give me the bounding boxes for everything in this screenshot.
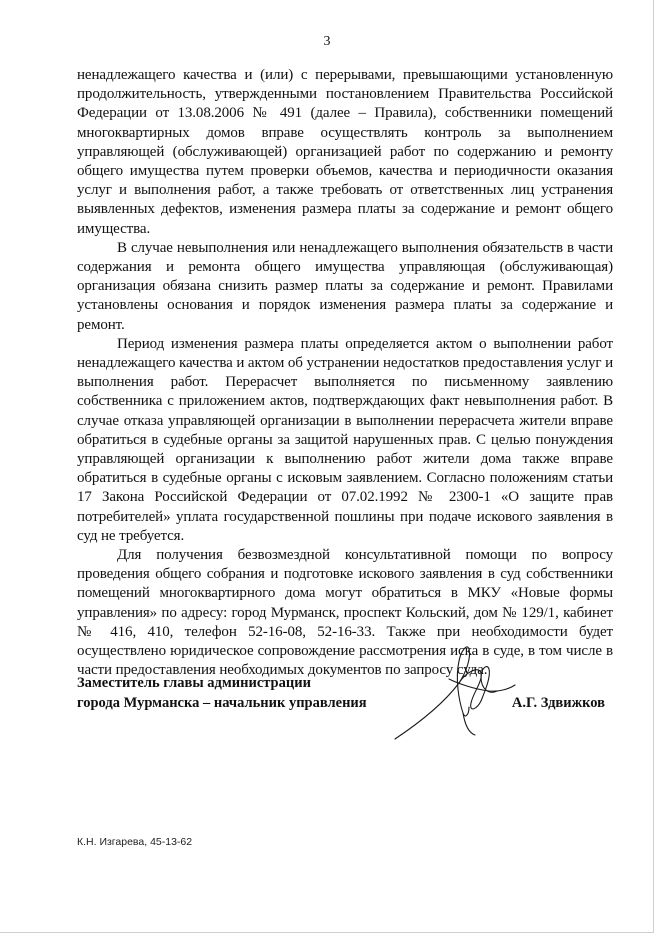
signatory-position [77, 673, 367, 713]
paragraph-continuation: ненадлежащего качества и (или) с перерывами, превышающими установленную продолжительность, утвержденными постановлением Правительства Российской Федерации от 13.08.2006 № 491 (далее – Правила), собственники помещений многоквартирных домов вправе осуществлять контроль за выполнением управляющей (обслуживающей) организацией работ по содержанию и ремонту общего имущества путем проверки объемов, качества и периодичности оказания услуг и выполнения работ, а также требовать от ответственных лиц устранения выявленных дефектов, изменения размера платы за содержание и ремонт общего имущества. [77, 67, 613, 237]
signatory-name: А.Г. Здвижков [511, 695, 605, 711]
paragraph-obligations: В случае невыполнения или ненадлежащего выполнения обязательств в части содержания и ремонта общего имущества управляющая (обслуживающая) организация обязана снизить размер платы за содержание и ремонт. Правилами установлены основания и порядок изменения размера платы за содержание и ремонт. [77, 239, 613, 333]
executor-contact: К.Н. Изгарева, 45-13-62 [77, 836, 193, 848]
paragraph-recalculation: Период изменения размера платы определяется актом о выполнении работ ненадлежащего качества и актом об устранении недостатков предоставления услуг и выполнения работ. Перерасчет выполняется по письменному заявлению собственника с приложением актов, подтверждающих факт невыполнения работ. В случае отказа управляющей организации в выполнении перерасчета жители вправе обратиться в судебные органы за защитой нарушенных прав. С целью понуждения управляющей организации к выполнению работ жители дома также вправе обратиться в судебные органы с исковым заявлением. Согласно положениям статьи 17 Закона Российской Федерации от 07.02.1992 № 2300-1 «О защите прав потребителей» уплата государственной пошлины при подаче искового заявления в суд не требуется. [77, 335, 613, 544]
signature-block [77, 673, 613, 753]
letter-body [77, 66, 613, 681]
page-number: 3 [323, 34, 331, 49]
paragraph-consultation: Для получения безвозмездной консультативной помощи по вопросу проведения общего собрания и подготовке искового заявления в суд собственники помещений многоквартирного дома могут обратиться в МКУ «Новые формы управления» по адресу: город Мурманск, проспект Кольский, дом № 129/1, кабинет № 416, 410, телефон 52-16-08, 52-16-33. Также при необходимости будет осуществлено юридическое сопровождение рассмотрения иска в суде, в том числе в части предоставления необходимых документов по запросу суда. [77, 547, 613, 679]
handwritten-signature [389, 643, 519, 743]
signatory-position-line1: Заместитель главы администрации [77, 675, 311, 691]
signatory-position-line2: города Мурманска – начальник управления [77, 695, 367, 711]
